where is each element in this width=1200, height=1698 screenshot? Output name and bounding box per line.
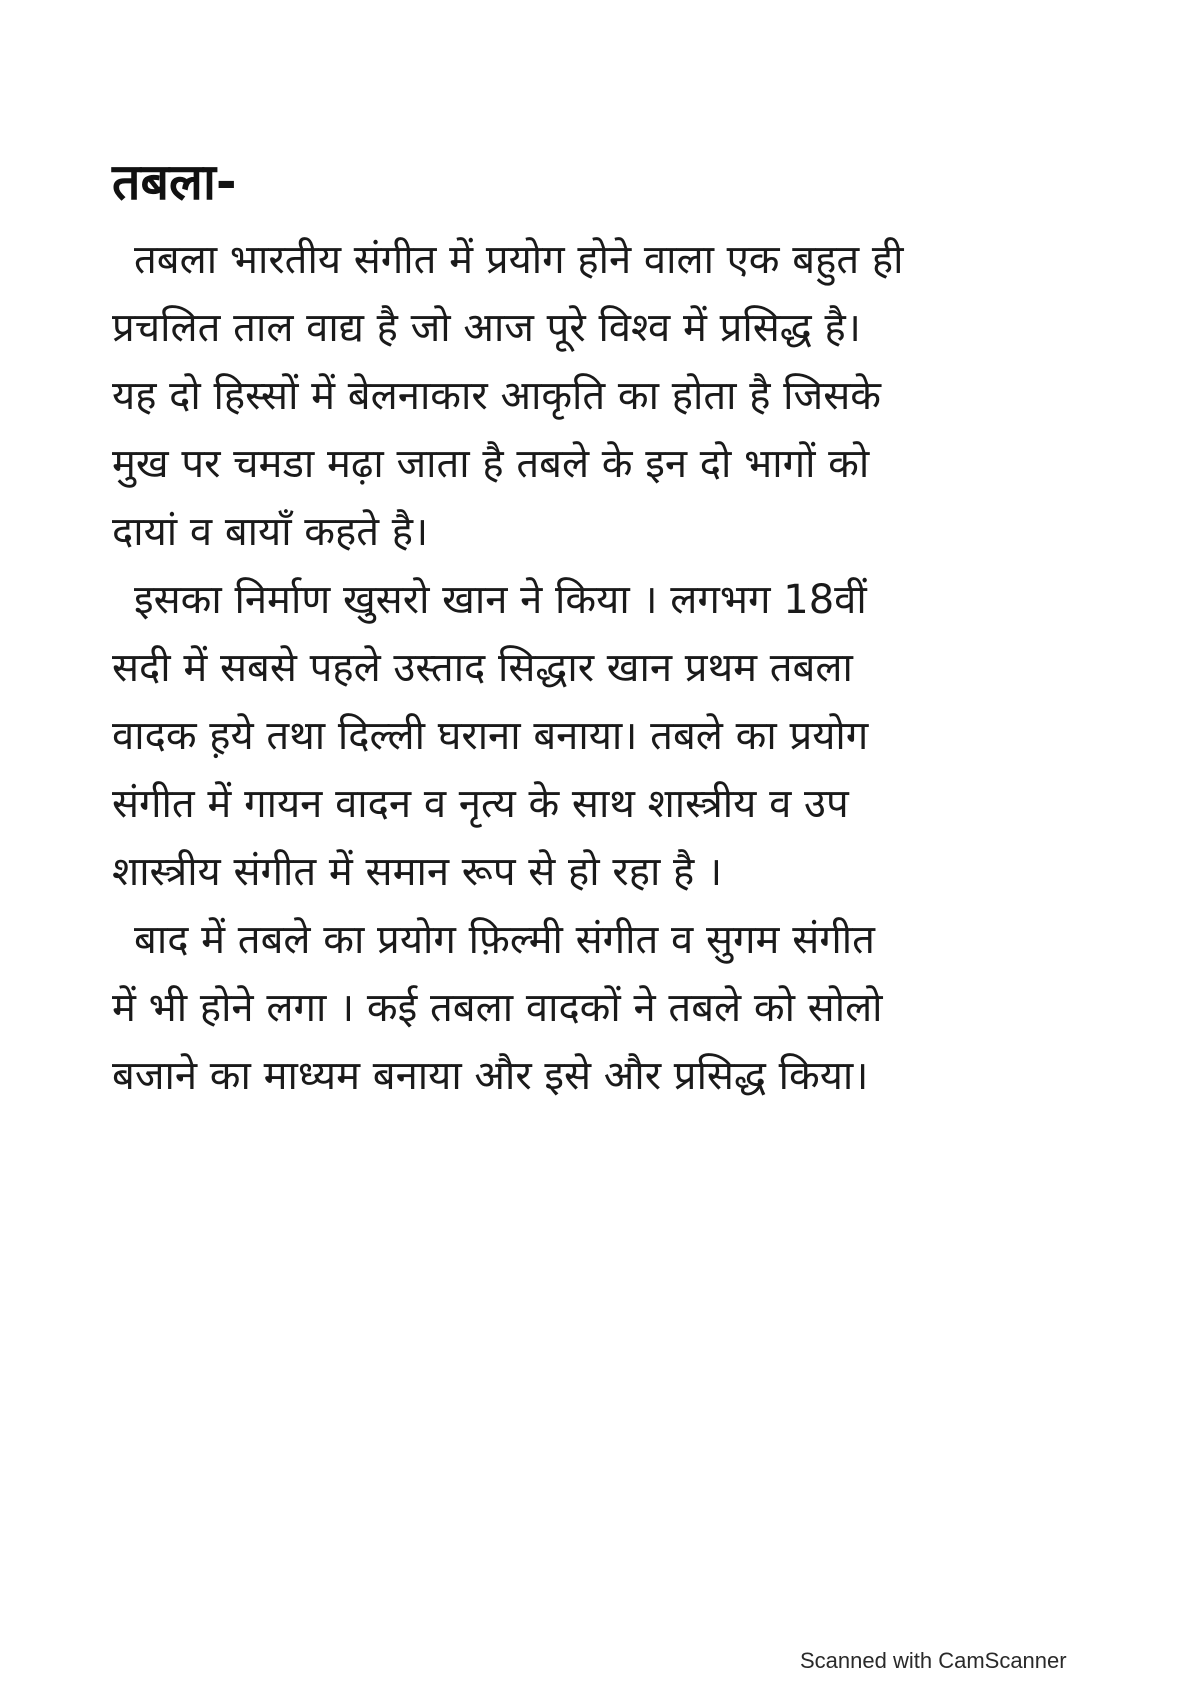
text-line: बाद में तबले का प्रयोग फ़िल्मी संगीत व सुगम संगीत	[134, 917, 875, 963]
text-line: शास्त्रीय संगीत में समान रूप से हो रहा है ।	[112, 849, 723, 895]
document-heading: तबला-	[112, 153, 237, 211]
text-line: तबला भारतीय संगीत में प्रयोग होने वाला एक बहुत ही	[134, 237, 904, 283]
text-line: इसका निर्माण खुसरो खान ने किया । लगभग 18वीं	[134, 577, 867, 623]
text-line: वादक ह़ये तथा दिल्ली घराना बनाया। तबले का प्रयोग	[112, 713, 869, 759]
text-line: दायां व बायाँ कहते है।	[112, 509, 429, 555]
camscanner-watermark: Scanned with CamScanner	[800, 1648, 1067, 1673]
document-body	[112, 150, 1112, 1110]
text-line: प्रचलित ताल वाद्य है जो आज पूरे विश्व में प्रसिद्ध है।	[112, 305, 861, 351]
text-line: संगीत में गायन वादन व नृत्य के साथ शास्त्रीय व उप	[112, 781, 849, 827]
text-line: यह दो हिस्सों में बेलनाकार आकृति का होता है जिसके	[112, 373, 881, 419]
paragraph-2	[112, 566, 1112, 906]
text-line: मुख पर चमडा मढ़ा जाता है तबले के इन दो भागों को	[112, 441, 870, 487]
text-line: में भी होने लगा । कई तबला वादकों ने तबले को सोलो	[112, 985, 883, 1031]
text-line: बजाने का माध्यम बनाया और इसे और प्रसिद्ध किया।	[112, 1053, 869, 1099]
text-line: सदी में सबसे पहले उस्ताद सिद्धार खान प्रथम तबला	[112, 645, 853, 691]
paragraph-3	[112, 906, 1112, 1110]
paragraph-1	[112, 226, 1112, 566]
